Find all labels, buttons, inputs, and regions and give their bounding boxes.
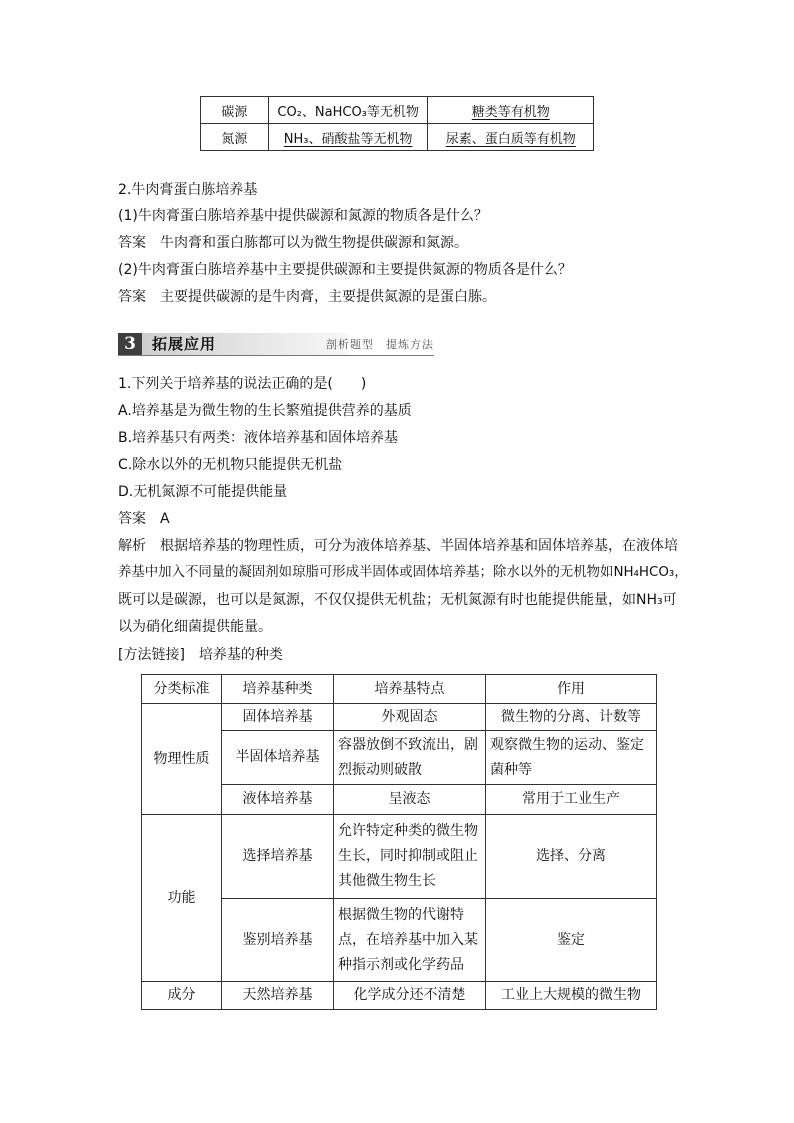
use-cell: 选择、分离 xyxy=(486,815,657,899)
method-heading: [方法链接] 培养基的种类 xyxy=(118,647,283,663)
section-number: 3 xyxy=(118,333,142,355)
use-cell: 微生物的分离、计数等 xyxy=(486,704,657,731)
kind-cell: 半固体培养基 xyxy=(222,731,334,785)
q2-answer2: 答案 主要提供碳源的是牛肉膏，主要提供氮源的是蛋白胨。 xyxy=(118,289,496,305)
table-row xyxy=(201,124,594,151)
organic-cell: 糖类等有机物 xyxy=(428,97,594,124)
row-label: 碳源 xyxy=(201,97,269,124)
source-table xyxy=(200,96,594,151)
feature-cell: 化学成分还不清楚 xyxy=(334,982,486,1010)
mcq-option-d: D.无机氮源不可能提供能量 xyxy=(118,484,288,500)
mcq-option-c: C.除水以外的无机物只能提供无机盐 xyxy=(118,457,343,473)
feature-cell: 容器放倒不致流出，剧烈振动则破散 xyxy=(334,731,486,785)
use-cell: 常用于工业生产 xyxy=(486,785,657,815)
feature-cell: 呈液态 xyxy=(334,785,486,815)
organic-cell: 尿素、蛋白质等有机物 xyxy=(428,124,594,151)
mcq-answer: 答案 A xyxy=(118,511,170,527)
section-rule xyxy=(118,355,434,356)
table-header-row xyxy=(142,675,657,704)
analysis-line: 养基中加入不同量的凝固剂如琼脂可形成半固体或固体培养基；除水以外的无机物如NH₄HCO₃， xyxy=(118,565,688,580)
table-row xyxy=(142,815,657,899)
table-row xyxy=(142,982,657,1010)
feature-cell: 根据微生物的代谢特点，在培养基中加入某种指示剂或化学药品 xyxy=(334,899,486,982)
header-cell: 分类标准 xyxy=(142,675,222,704)
use-cell: 鉴定 xyxy=(486,899,657,982)
mcq-question: 1.下列关于培养基的说法正确的是( ) xyxy=(118,376,367,392)
inorganic-cell: NH₃、硝酸盐等无机物 xyxy=(268,124,428,151)
q2-sub1: (1)牛肉膏蛋白胨培养基中提供碳源和氮源的物质各是什么？ xyxy=(118,208,488,224)
feature-cell: 外观固态 xyxy=(334,704,486,731)
inorganic-cell: CO₂、NaHCO₃等无机物 xyxy=(268,97,428,124)
table-row xyxy=(142,704,657,731)
header-cell: 培养基种类 xyxy=(222,675,334,704)
analysis-line: 以为硝化细菌提供能量。 xyxy=(118,619,272,635)
q2-answer1: 答案 牛肉膏和蛋白胨都可以为微生物提供碳源和氮源。 xyxy=(118,235,468,251)
kind-cell: 液体培养基 xyxy=(222,785,334,815)
q2-title: 2.牛肉膏蛋白胨培养基 xyxy=(118,182,258,198)
media-kinds-table xyxy=(141,674,657,1010)
table-row xyxy=(201,97,594,124)
kind-cell: 鉴别培养基 xyxy=(222,899,334,982)
group-cell: 成分 xyxy=(142,982,222,1010)
analysis-line: 解析 根据培养基的物理性质，可分为液体培养基、半固体培养基和固体培养基，在液体培 xyxy=(118,538,678,554)
header-cell: 作用 xyxy=(486,675,657,704)
row-label: 氮源 xyxy=(201,124,269,151)
analysis-line: 既可以是碳源，也可以是氮源，不仅仅提供无机盐；无机氮源有时也能提供能量，如NH₃可 xyxy=(118,592,677,608)
feature-cell: 允许特定种类的微生物生长，同时抑制或阻止其他微生物生长 xyxy=(334,815,486,899)
mcq-option-b: B.培养基只有两类：液体培养基和固体培养基 xyxy=(118,430,399,446)
section-header xyxy=(118,333,438,357)
use-cell: 观察微生物的运动、鉴定菌种等 xyxy=(486,731,657,785)
mcq-option-a: A.培养基是为微生物的生长繁殖提供营养的基质 xyxy=(118,403,412,419)
group-cell: 功能 xyxy=(142,815,222,982)
kind-cell: 选择培养基 xyxy=(222,815,334,899)
q2-sub2: (2)牛肉膏蛋白胨培养基中主要提供碳源和主要提供氮源的物质各是什么？ xyxy=(118,262,572,278)
kind-cell: 固体培养基 xyxy=(222,704,334,731)
section-subtitle: 剖析题型 提炼方法 xyxy=(326,338,434,351)
header-cell: 培养基特点 xyxy=(334,675,486,704)
section-title: 拓展应用 xyxy=(152,335,217,353)
use-cell: 工业上大规模的微生物 xyxy=(486,982,657,1010)
kind-cell: 天然培养基 xyxy=(222,982,334,1010)
group-cell: 物理性质 xyxy=(142,704,222,815)
